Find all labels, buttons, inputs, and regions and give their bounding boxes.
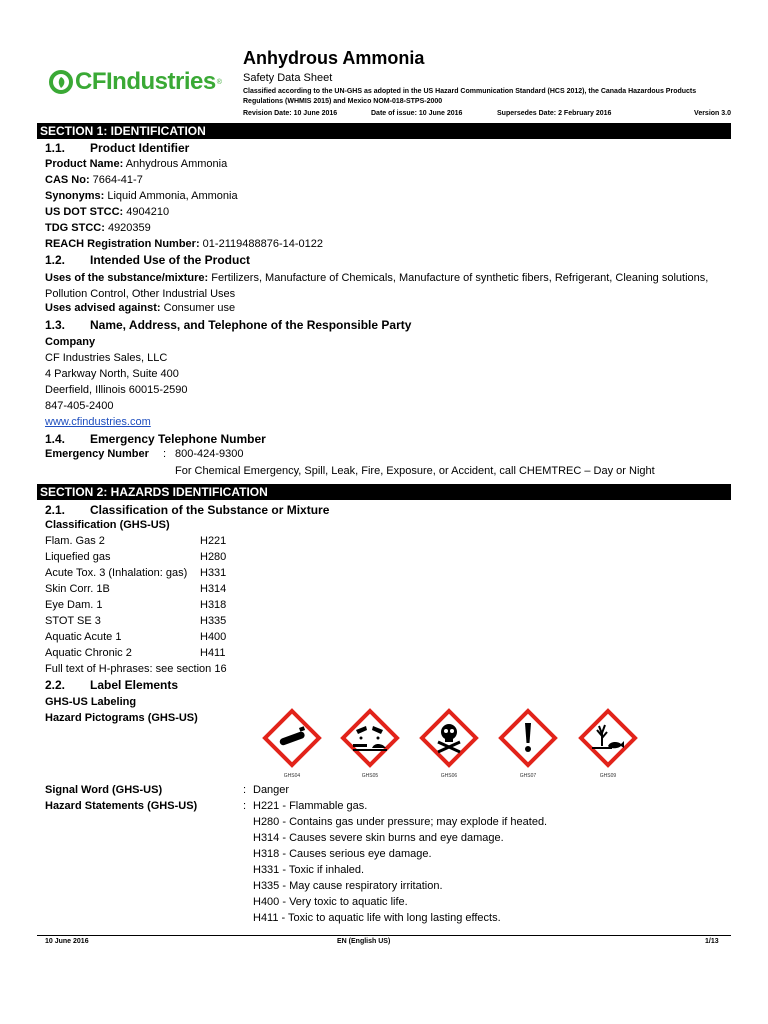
gas-cylinder-icon	[262, 708, 322, 768]
field-value: Fertilizers, Manufacture of Chemicals, Manufacture of synthetic fibers, Refrigerant, Cleaning solutions, Pollution Control, Other Industrial Uses	[45, 272, 709, 300]
issue-date: Date of issue: 10 June 2016	[371, 110, 463, 117]
pictogram-code: GHS07	[519, 773, 537, 779]
classification-code: H411	[200, 647, 226, 659]
classification-code: H221	[200, 535, 227, 547]
section-1-header: SECTION 1: IDENTIFICATION	[37, 123, 731, 139]
document-subtitle: Safety Data Sheet	[243, 72, 333, 84]
field-value: Anhydrous Ammonia	[123, 158, 228, 170]
field-value: 4904210	[123, 206, 170, 218]
field-label: Synonyms:	[45, 190, 105, 202]
company-heading: Company	[45, 336, 96, 348]
classification-name: Eye Dam. 1	[45, 599, 103, 611]
classification-code: H318	[200, 599, 227, 611]
classification-code: H314	[200, 583, 227, 595]
subsection-1-2	[45, 253, 250, 267]
emergency-colon: :	[163, 448, 167, 460]
field-label: Uses of the substance/mixture:	[45, 272, 209, 284]
footer-date: 10 June 2016	[45, 938, 89, 945]
revision-date: Revision Date: 10 June 2016	[243, 110, 338, 117]
pictogram-code: GHS06	[440, 773, 458, 779]
classification-name: Aquatic Chronic 2	[45, 647, 132, 659]
document-title: Anhydrous Ammonia	[243, 48, 425, 68]
subsection-number: 1.2.	[45, 253, 66, 267]
hazard-statement: H331 - Toxic if inhaled.	[253, 864, 365, 876]
classification-heading: Classification (GHS-US)	[45, 519, 170, 531]
field-value: Liquid Ammonia, Ammonia	[104, 190, 238, 202]
uses-paragraph	[45, 270, 725, 302]
labeling-heading: GHS-US Labeling	[45, 696, 137, 708]
section-2-header: SECTION 2: HAZARDS IDENTIFICATION	[37, 484, 731, 500]
subsection-number: 1.4.	[45, 432, 66, 446]
signal-colon: :	[243, 784, 247, 796]
emergency-number-label: Emergency Number	[45, 448, 149, 460]
classification-code: H280	[200, 551, 227, 563]
field-label: Uses advised against:	[45, 302, 161, 314]
field-label: TDG STCC:	[45, 222, 105, 234]
product-name-line	[45, 158, 227, 170]
hazard-statement: H335 - May cause respiratory irritation.	[253, 880, 443, 892]
classification-name: Acute Tox. 3 (Inhalation: gas)	[45, 567, 188, 579]
classification-name: Flam. Gas 2	[45, 535, 105, 547]
field-label: US DOT STCC:	[45, 206, 124, 218]
subsection-2-2	[45, 678, 178, 692]
emergency-number: 800-424-9300	[175, 448, 244, 460]
subsection-2-1	[45, 503, 329, 517]
field-value: 7664-41-7	[89, 174, 143, 186]
pictograms-heading: Hazard Pictograms (GHS-US)	[45, 712, 198, 724]
exclamation-mark-icon	[498, 708, 558, 768]
subsection-title: Name, Address, and Telephone of the Responsible Party	[90, 318, 412, 332]
company-phone: 847-405-2400	[45, 400, 114, 412]
footer-divider	[37, 935, 731, 936]
field-value: 4920359	[104, 222, 151, 234]
pictograms-label	[45, 712, 198, 724]
leaf-logo-icon	[49, 70, 73, 94]
company-website-link[interactable]: www.cfindustries.com	[45, 416, 151, 428]
field-value: 01-2119488876-14-0122	[199, 238, 323, 250]
signal-word: Danger	[253, 784, 290, 796]
field-value: Consumer use	[160, 302, 236, 314]
pictogram-code: GHS04	[283, 773, 301, 779]
classification-name: STOT SE 3	[45, 615, 101, 627]
company-street: 4 Parkway North, Suite 400	[45, 368, 179, 380]
version: Version 3.0	[694, 110, 731, 117]
classification-code: H335	[200, 615, 227, 627]
hazard-statements-label	[45, 800, 197, 812]
supersedes-date: Supersedes Date: 2 February 2016	[497, 110, 612, 117]
hazard-statement: H314 - Causes severe skin burns and eye damage.	[253, 832, 504, 844]
classification-name: Skin Corr. 1B	[45, 583, 110, 595]
pictogram-code: GHS09	[599, 773, 617, 779]
hazard-statement: H400 - Very toxic to aquatic life.	[253, 896, 408, 908]
classification-label	[45, 519, 170, 531]
cf-industries-logo	[49, 68, 222, 96]
classification-code: H331	[200, 567, 227, 579]
subsection-title: Classification of the Substance or Mixture	[90, 503, 330, 517]
classification-name: Liquefied gas	[45, 551, 111, 563]
subsection-number: 1.3.	[45, 318, 66, 332]
document-dates	[243, 110, 731, 117]
subsection-title: Intended Use of the Product	[90, 253, 251, 267]
field-label: Product Name:	[45, 158, 124, 170]
company-name: CF Industries Sales, LLC	[45, 352, 168, 364]
company-label	[45, 336, 95, 348]
footer-page-number: 1/13	[705, 938, 719, 945]
field-label: CAS No:	[45, 174, 90, 186]
subsection-title: Product Identifier	[90, 141, 190, 155]
hazard-statement: H221 - Flammable gas.	[253, 800, 368, 812]
logo-trademark: ®	[216, 78, 222, 86]
corrosion-icon	[340, 708, 400, 768]
subsection-1-1	[45, 141, 189, 155]
classification-statement: Classified according to the UN-GHS as adopted in the US Hazard Communication Standard (HCS 2012), the Canada Hazardous Products Regulations (WHMIS 2015) and Mexico NOM-018-STPS-2000	[243, 88, 697, 105]
skull-crossbones-icon	[419, 708, 479, 768]
subsection-title: Emergency Telephone Number	[90, 432, 266, 446]
subsection-number: 2.1.	[45, 503, 66, 517]
hazard-statement: H318 - Causes serious eye damage.	[253, 848, 432, 860]
subsection-number: 1.1.	[45, 141, 66, 155]
signal-word-label	[45, 784, 162, 796]
environment-icon	[578, 708, 638, 768]
subsection-number: 2.2.	[45, 678, 66, 692]
hazard-colon: :	[243, 800, 247, 812]
pictogram-code: GHS05	[361, 773, 379, 779]
company-city: Deerfield, Illinois 60015-2590	[45, 384, 188, 396]
emergency-note: For Chemical Emergency, Spill, Leak, Fire, Exposure, or Accident, call CHEMTREC – Day or Night	[175, 465, 655, 477]
synonyms-line	[45, 190, 238, 202]
classification-code: H400	[200, 631, 227, 643]
ghs-labeling	[45, 696, 136, 708]
signal-word-heading: Signal Word (GHS-US)	[45, 784, 163, 796]
classification-name: Aquatic Acute 1	[45, 631, 122, 643]
logo-text: CFIndustries	[75, 68, 216, 95]
hazard-statement: H411 - Toxic to aquatic life with long lasting effects.	[253, 912, 501, 924]
subsection-title: Label Elements	[90, 678, 179, 692]
hazard-statement: H280 - Contains gas under pressure; may explode if heated.	[253, 816, 548, 828]
subsection-1-3	[45, 318, 411, 332]
hazard-statements-heading: Hazard Statements (GHS-US)	[45, 800, 198, 812]
subsection-1-4	[45, 432, 266, 446]
tdg-line	[45, 222, 151, 234]
reach-line	[45, 238, 323, 250]
field-label: REACH Registration Number:	[45, 238, 200, 250]
footer-language: EN (English US)	[337, 938, 391, 945]
advised-against-line	[45, 302, 235, 314]
usdot-line	[45, 206, 169, 218]
cas-line	[45, 174, 143, 186]
full-text-note: Full text of H-phrases: see section 16	[45, 663, 227, 675]
